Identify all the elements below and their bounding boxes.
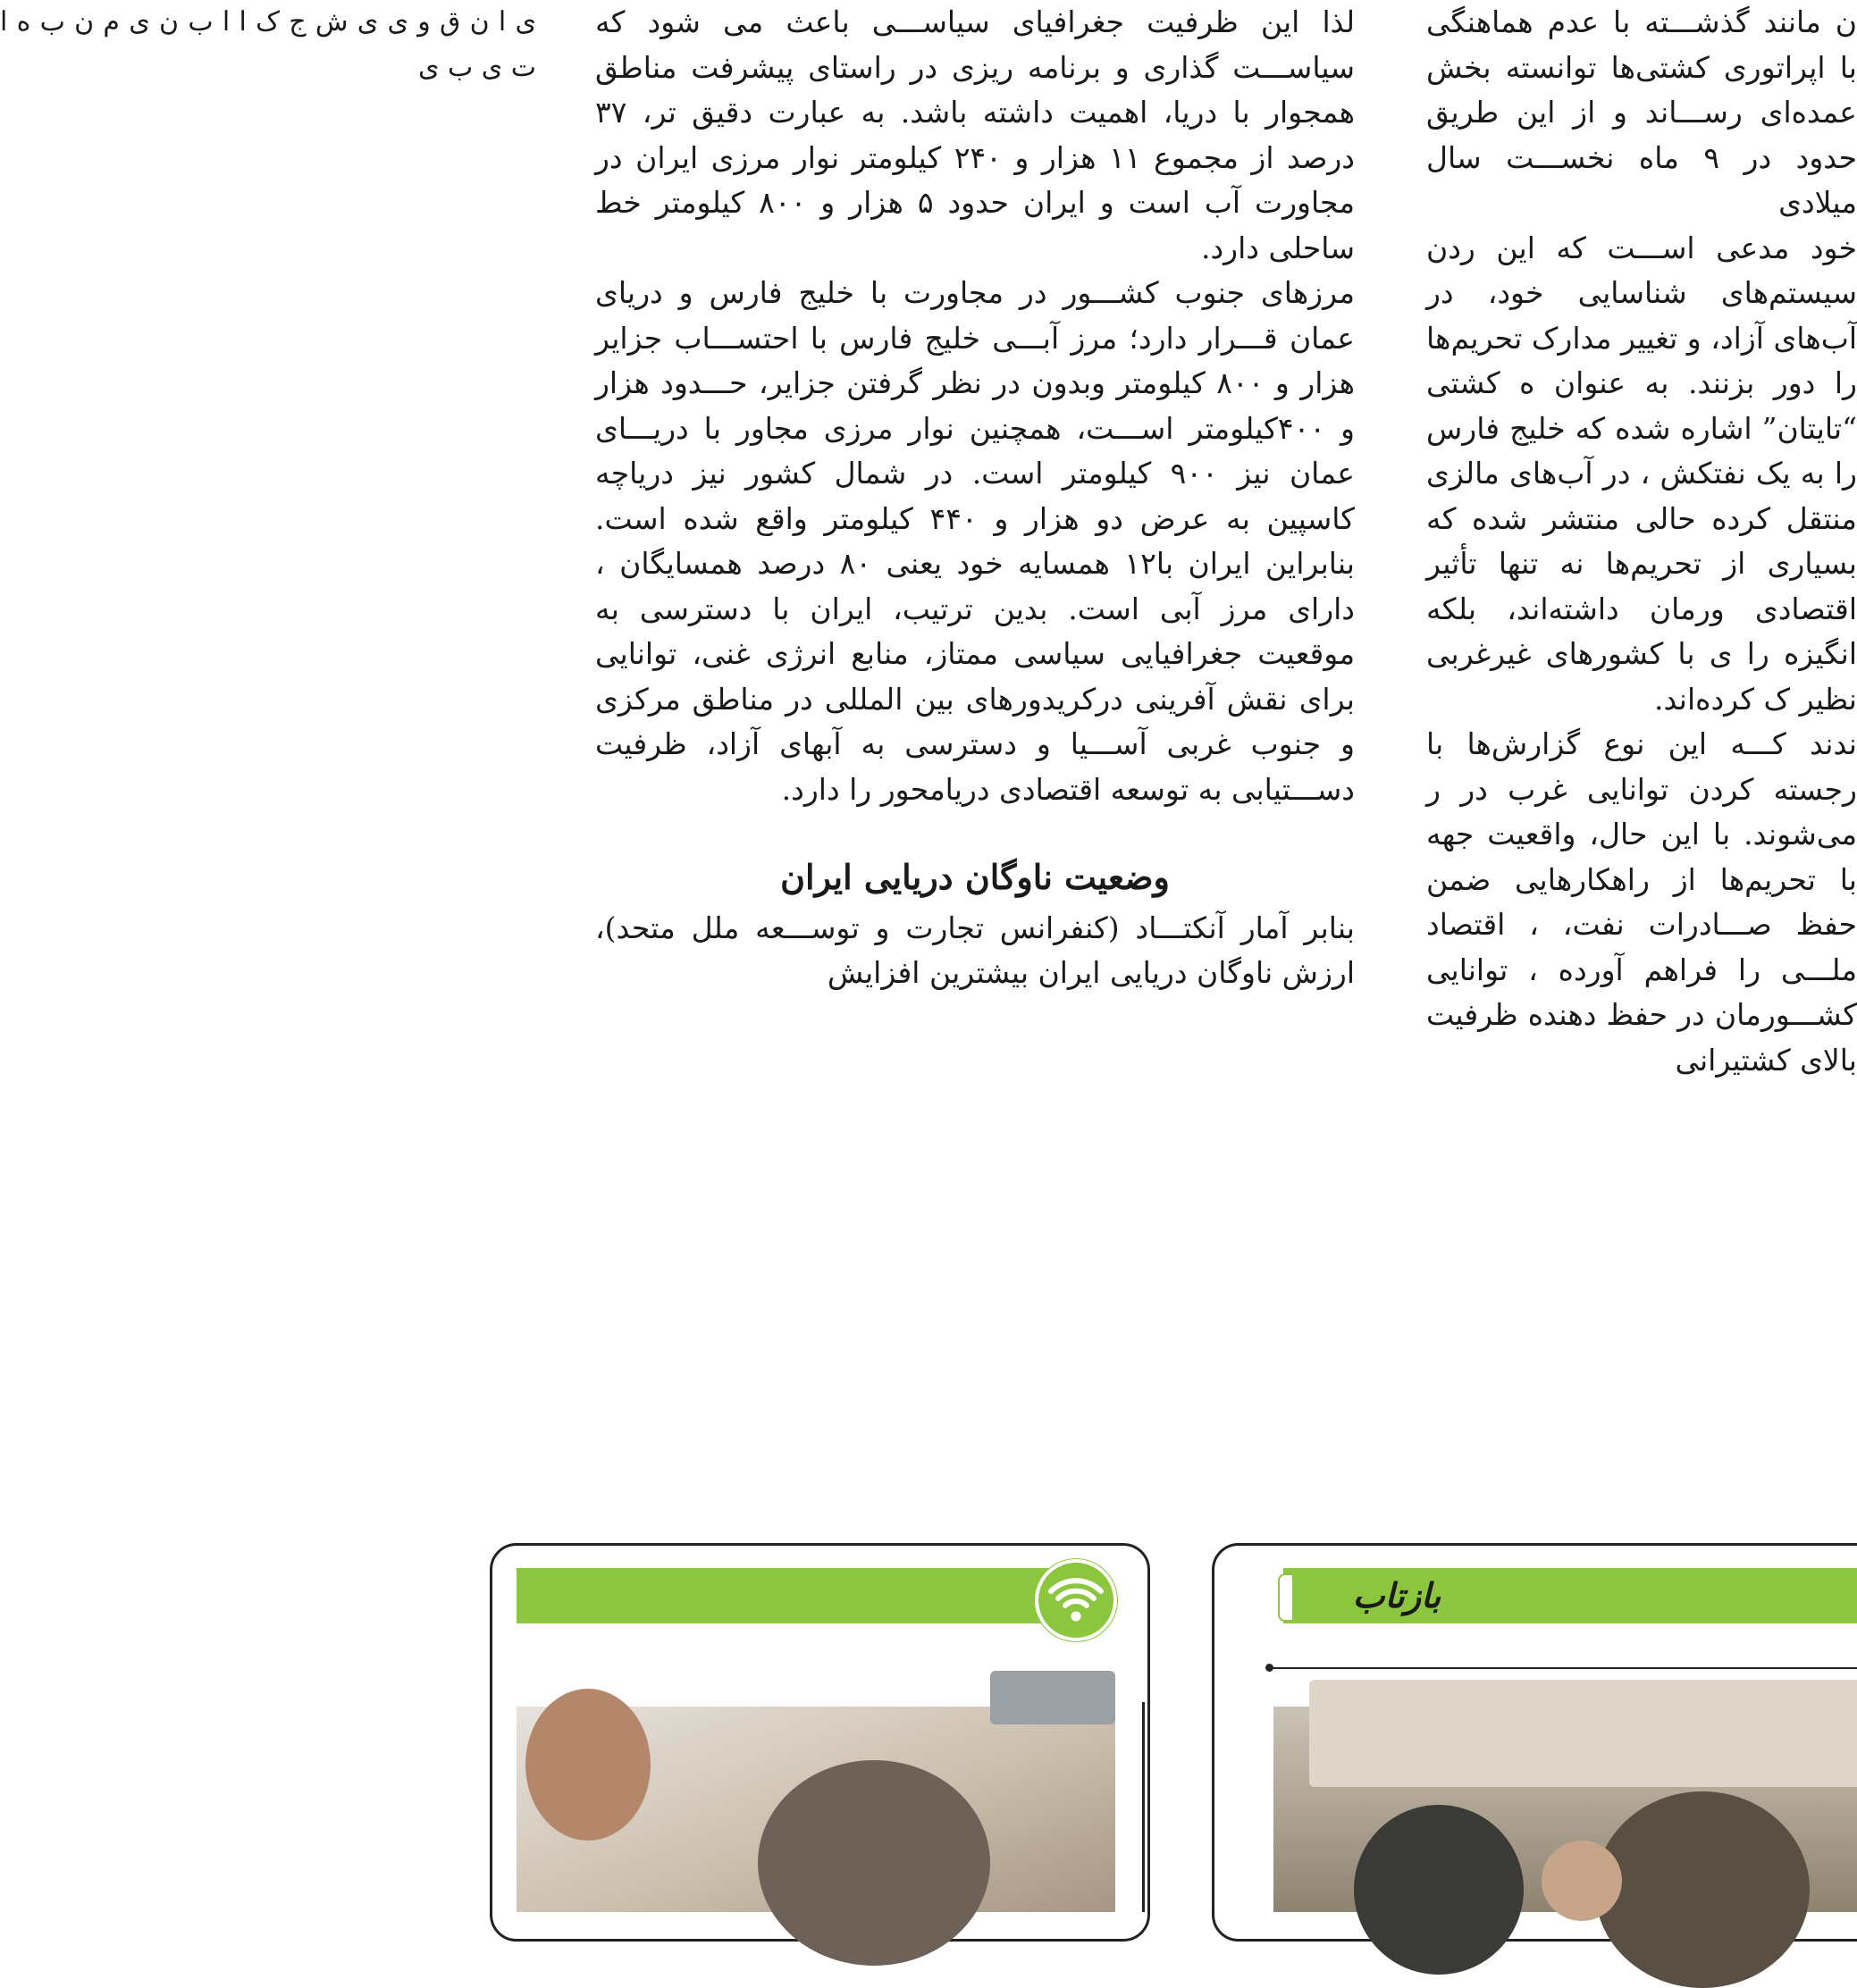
article-paragraph: بنابر آمار آنکتـــاد (کنفرانس تجارت و توســـعه ملل متحد)، ارزش ناوگان دریایی ایران بیشترین افزایش — [595, 910, 1355, 990]
photo-figure — [1354, 1805, 1524, 1975]
section-heading: وضعیت ناوگان دریایی ایران — [780, 857, 1170, 897]
photo-object — [990, 1671, 1115, 1724]
wifi-icon — [1035, 1559, 1117, 1641]
column-divider — [1142, 1702, 1145, 1912]
photo-window-area — [1309, 1680, 1857, 1787]
news-photo — [517, 1707, 1115, 1912]
article-paragraph: ن مانند گذشـــته با عدم هماهنگی با اپراتوری کشتی‌ها توانسته بخش عمده‌ای رســـاند و از این طریق حدود در ۹ ماه نخســـت سال میلادی — [1426, 4, 1857, 220]
article-column-edge — [0, 0, 536, 1456]
article-paragraph: لذا این ظرفیت جغرافیای سیاســـی باعث می شود که سیاســـت گذاری و برنامه ریزی در راستای پیشرفت مناطق همجوار با دریا، اهمیت داشته باشد. به عبارت دقیق تر، ۳۷ درصد از مجموع ۱۱ هزار و ۲۴۰ کیلومتر نوار مرزی ایران در مجاورت آب است و ایران حدود ۵ هزار و ۸۰۰ کیلومتر خط ساحلی دارد. — [595, 4, 1356, 265]
section-header-bar — [517, 1568, 1088, 1623]
photo-face — [1542, 1841, 1622, 1921]
section-title: بازتاب — [1352, 1575, 1441, 1615]
article-paragraph: ندند کـــه این نوع گزارش‌ها با رجسته کردن توانایی غرب در ر می‌شوند. با این حال، واقعیت جهه با تحریم‌ها از راهکارهایی ضمن حفظ صـــادرات نفت، ، اقتصاد ملـــی را فراهم آورده ، توانایی کشـــورمان در حفظ دهنده ظرفیت بالای کشتیرانی — [1426, 726, 1857, 1078]
news-photo — [1273, 1707, 1857, 1912]
photo-figure — [525, 1689, 651, 1841]
article-column-side — [1426, 0, 1857, 1456]
divider-dot — [1265, 1664, 1273, 1672]
edge-text: ی ا ن ق و ی ی ش ج ک ا ا ب ن ی م ن ب ه ا ت ی ب ی — [0, 6, 536, 83]
article-paragraph: مرزهای جنوب کشـــور در مجاورت با خلیج فارس و دریای عمان قـــرار دارد؛ مرز آبـــی خلیج فارس با احتســـاب جزایر هزار و ۸۰۰ کیلومتر وبدون در نظر گرفتن جزایر، حـــدود هزار و ۴۰۰کیلومتر اســـت، همچنین نوار مرزی مجاور با دریـــای عمان نیز ۹۰۰ کیلومتر است. در شمال کشور نیز دریاچه کاسپین به عرض دو هزار و ۴۴۰ کیلومتر واقع شده است. بنابراین ایران با۱۲ همسایه خود یعنی ۸۰ درصد همسایگان ، دارای مرز آبی است. بدین ترتیب، ایران با دسترسی به موقعیت جغرافیایی سیاسی ممتاز، منابع انرژی غنی، توانایی برای نقش آفرینی درکریدورهای بین المللی در مناطق مرکزی و جنوب غربی آســـیا و دسترسی به آبهای آزاد، ظرفیت دســـتیابی به توسعه اقتصادی دریامحور را دارد. — [595, 275, 1355, 807]
section-header-tab — [1278, 1573, 1294, 1622]
photo-figure — [758, 1760, 990, 1966]
photo-figure — [1595, 1791, 1810, 1988]
divider-rule — [1267, 1667, 1857, 1669]
article-paragraph: خود مدعی اســـت که این ردن سیستم‌های شناسایی خود، در آب‌های آزاد، و تغییر مدارک تحریم‌ها را دور بزنند. به عنوان ه کشتی “تایتان” اشاره شده که خلیج فارس را به یک نفتکش ، در آب‌های مالزی منتقل کرده حالی منتشر شده که بسیاری از تحریم‌ها نه تنها تأثیر اقتصادی ورمان داشته‌اند، بلکه انگیزه را ی با کشورهای غیرغربی نظیر ک کرده‌اند. — [1426, 230, 1857, 717]
article-column-main — [595, 0, 1355, 1456]
